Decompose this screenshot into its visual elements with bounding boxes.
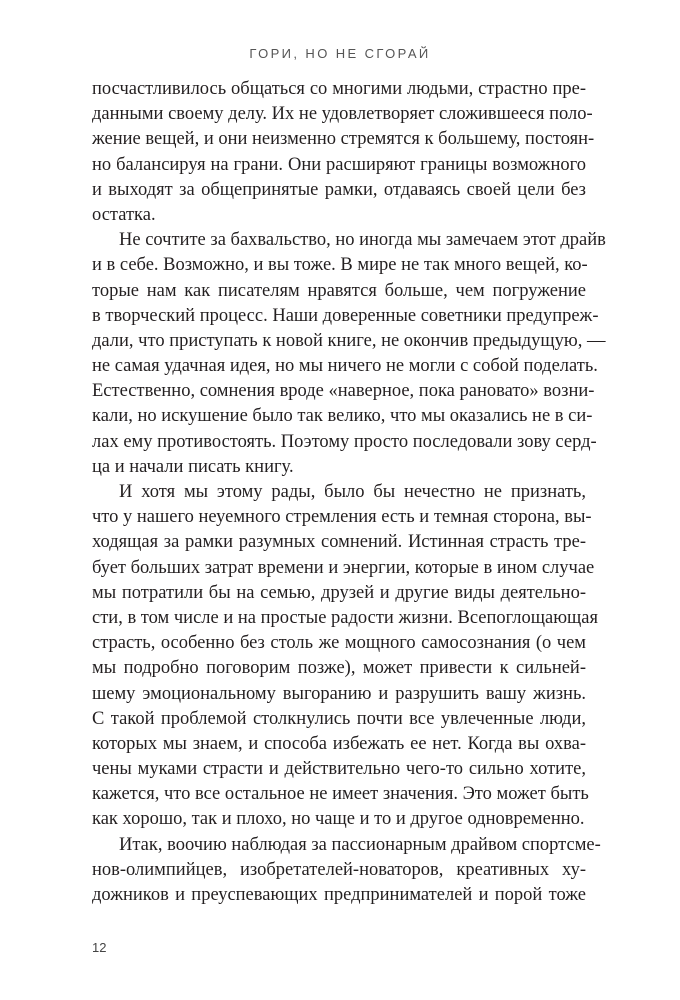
text-line: в творческий процесс. Наши доверенные советники предупреж- xyxy=(92,305,599,326)
running-head: ГОРИ, НО НЕ СГОРАЙ xyxy=(249,46,431,61)
text-line: Не сочтите за бахвальство, но иногда мы замечаем этот драйв xyxy=(119,230,606,251)
text-line: сти, в том числе и на простые радости жизни. Всепоглощающая xyxy=(92,607,599,628)
text-line: что у нашего неуемного стремления есть и темная сторона, вы- xyxy=(92,507,592,528)
text-line: и в себе. Возможно, и вы тоже. В мире не так много вещей, ко- xyxy=(92,255,588,276)
text-line: остатка. xyxy=(92,204,156,225)
page-number: 12 xyxy=(92,940,107,955)
text-line: кали, но искушение было так велико, что мы оказались не в си- xyxy=(92,406,593,427)
text-line: Итак, воочию наблюдая за пассионарным драйвом спортсме- xyxy=(119,834,601,855)
text-line: И хотя мы этому рады, было бы нечестно не признать, xyxy=(119,482,586,502)
text-line: но балансируя на грани. Они расширяют границы возможного xyxy=(92,154,586,175)
text-line: как хорошо, так и плохо, но чаще и то и другое одновременно. xyxy=(92,809,585,830)
text-line: ца и начали писать книгу. xyxy=(92,456,294,477)
text-line: страсть, особенно без столь же мощного самосознания (о чем xyxy=(92,633,586,654)
text-line: торые нам как писателям нравятся больше, чем погружение xyxy=(92,280,586,301)
text-line: бует больших затрат времени и энергии, которые в ином случае xyxy=(92,557,595,578)
text-line: чены муками страсти и действительно чего-то сильно хотите, xyxy=(92,759,586,780)
text-line: ходящая за рамки разумных сомнений. Истинная страсть тре- xyxy=(92,532,586,553)
text-line: мы подробно поговорим позже), может привести к сильней- xyxy=(92,658,586,679)
text-line: лах ему противостоять. Поэтому просто последовали зову серд- xyxy=(92,431,597,452)
text-line: дали, что приступать к новой книге, не окончив предыдущую, — xyxy=(92,330,606,351)
text-line: шему эмоциональному выгоранию и разрушить вашу жизнь. xyxy=(92,683,586,704)
text-line: которых мы знаем, и способа избежать ее нет. Когда вы охва- xyxy=(92,733,586,754)
text-line: посчастливилось общаться со многими людьми, страстно пре- xyxy=(92,79,586,99)
text-line: жение вещей, и они неизменно стремятся к большему, постоян- xyxy=(92,129,595,150)
body-text xyxy=(92,77,606,908)
text-line: кажется, что все остальное не имеет значения. Это может быть xyxy=(92,784,589,805)
text-line: С такой проблемой столкнулись почти все увлеченные люди, xyxy=(92,708,586,729)
text-line: и выходят за общепринятые рамки, отдаваясь своей цели без xyxy=(92,179,586,200)
text-line: дожников и преуспевающих предпринимателей и порой тоже xyxy=(92,885,586,905)
text-line: мы потратили бы на семью, друзей и другие виды деятельно- xyxy=(92,582,586,603)
text-line: Естественно, сомнения вроде «наверное, пока рановато» возни- xyxy=(92,381,595,402)
text-line: данными своему делу. Их не удовлетворяет сложившееся поло- xyxy=(92,104,593,125)
text-line: нов-олимпийцев, изобретателей-новаторов, креативных ху- xyxy=(92,859,586,880)
text-line: не самая удачная идея, но мы ничего не могли с собой поделать. xyxy=(92,356,598,377)
